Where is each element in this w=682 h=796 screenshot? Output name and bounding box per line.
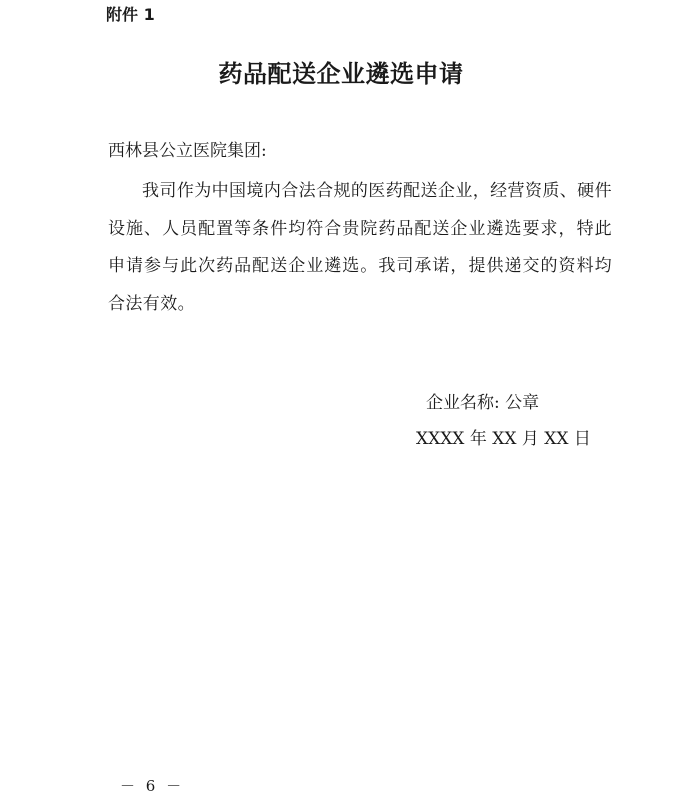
date-line: XXXX 年 XX 月 XX 日 [416,429,591,449]
salutation: 西林县公立医院集团: [108,141,267,161]
company-name-line: 企业名称: 公章 [426,393,540,413]
page-number: － 6 － [120,777,185,795]
signature-block [416,385,591,457]
attachment-label: 附件 1 [106,5,155,24]
body-paragraph: 我司作为中国境内合法合规的医药配送企业，经营资质、硬件设施、人员配置等条件均符合贵院药品配送企业遴选要求，特此申请参与此次药品配送企业遴选。我司承诺，提供递交的资料均合法有效。 [108,181,612,314]
document-title: 药品配送企业遴选申请 [218,60,464,88]
